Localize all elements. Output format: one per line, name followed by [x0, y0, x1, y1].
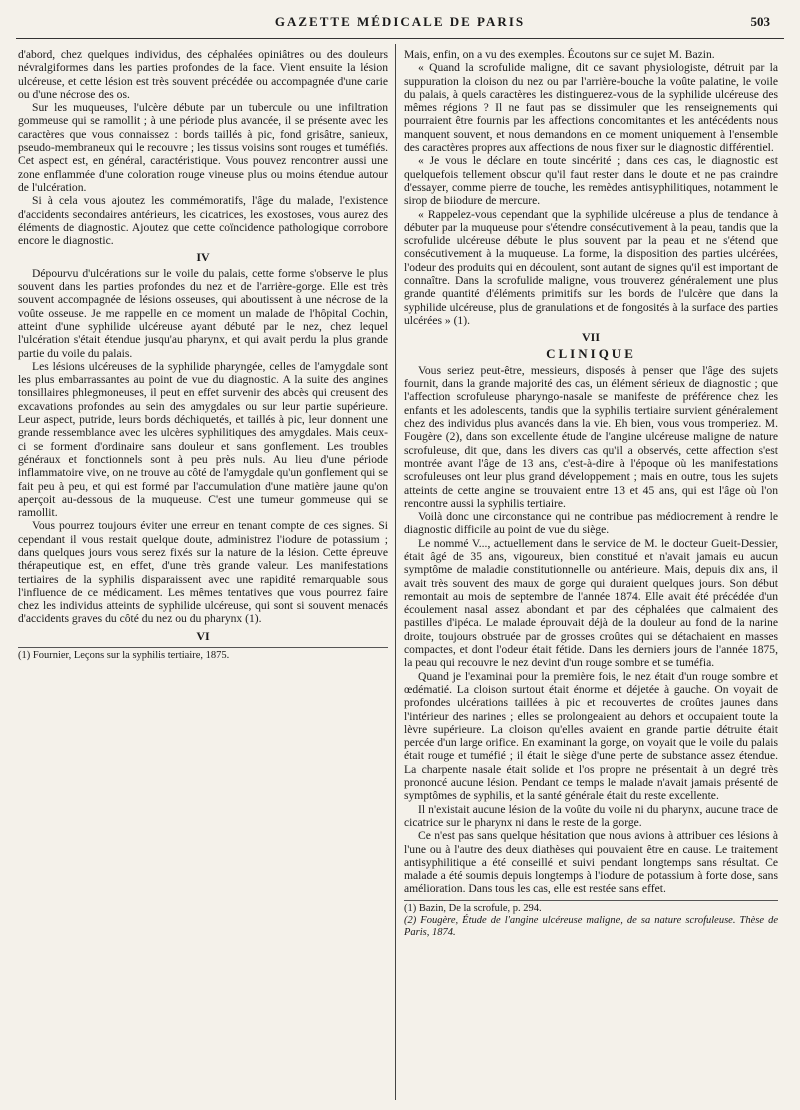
header-rule: [16, 38, 784, 39]
journal-title: GAZETTE MÉDICALE DE PARIS: [274, 14, 526, 29]
paragraph: « Quand la scrofulide maligne, dit ce savant physiologiste, détruit par la suppuration la cloison du nez ou par l'arrière-bouche la voûte palatine, le voile du palais, à quels caractères les distinguerez-vous de la syphilide ulcéreuse des mêmes régions ? Il ne faut pas se dissimuler que les renseignements qui pourraient être fournis par les affections concomitantes et les antécédents nous manquent souvent, et nous demandons en ce moment uniquement à l'ensemble des caractères propres aux affections de nous fixer sur le diagnostic différentiel.: [404, 61, 778, 155]
paragraph: Vous pourrez toujours éviter une erreur en tenant compte de ces signes. Si cependant il vous restait quelque doute, administrez l'iodure de potassium ; dans quelques jours vous serez fixés sur la nature de la lésion. Cette épreuve thérapeutique est, en effet, d'une très grande valeur. Les manifestations tertiaires de la syphilis disparaissent avec une rapidité remarquable sous l'influence de ce médicament. Les mêmes tentatives que vous pourrez faire chez les individus atteints de syphilide ulcéreuse, qui sont si souvent menacés d'accidents graves du côté du nez ou du pharynx (1).: [18, 519, 388, 626]
paragraph: Il n'existait aucune lésion de la voûte du voile ni du pharynx, aucune trace de cicatrice sur le pharynx ni dans le reste de la gorge.: [404, 802, 778, 829]
paragraph: Mais, enfin, on a vu des exemples. Écoutons sur ce sujet M. Bazin.: [404, 48, 715, 61]
footnote: (1) Fournier, Leçons sur la syphilis tertiaire, 1875.: [18, 650, 230, 662]
footnote: (2) Fougère, Étude de l'angine ulcéreuse maligne, de sa nature scrofuleuse. Thèse de Paris, 1874.: [404, 914, 778, 938]
section-heading-iv: IV: [196, 250, 210, 265]
paragraph: d'abord, chez quelques individus, des céphalées opiniâtres ou des douleurs névralgiformes dans les parties profondes de la face. Vient ensuite la lésion ulcéreuse, et cette lésion est très souvent précédée ou accompagnée d'une carie ou d'une nécrose des os.: [18, 48, 388, 101]
paragraph: Quand je l'examinai pour la première fois, le nez était d'un rouge sombre et œdématié. La cloison surtout était énorme et déjetée à gauche. On voyait de profondes ulcérations taillées à pic et recouvertes de croûtes jaunes dans l'intérieur des narines ; elles se prolongeaient au dehors et occupaient toute la lèvre supérieure. La cloison qu'elles avaient en grande partie détruite était percée d'un large orifice. En examinant la gorge, on voyait que le voile du palais était rouge et tuméfié ; il était le siège d'une perte de substance assez étendue. La charpente nasale était solide et l'os propre ne présentait à un degré très prononcé aucune lésion. Pendant ce temps le malade n'avait jamais présenté de symptômes de syphilis, et la santé générale était du reste excellente.: [404, 669, 778, 803]
section-heading-vii: VII: [581, 330, 600, 345]
paragraph: « Rappelez-vous cependant que la syphilide ulcéreuse a plus de tendance à débuter par la muqueuse pour s'étendre consécutivement à la peau, tandis que la scrofulide ulcéreuse débute le plus souvent par la peau et ne s'étend que consécutivement à la muqueuse. La forme, la disposition des parties ulcérées, l'odeur des produits qui en découlent, sont autant de signes qu'il est important de connaître. Dans la scrofulide maligne, vous trouverez généralement une plus grande quantité d'éléments primitifs sur les bords de l'ulcère que dans la syphilide ulcéreuse, plus de granulations et de fongosités à la surface des parties ulcérées » (1).: [404, 207, 778, 327]
paragraph: « Je vous le déclare en toute sincérité ; dans ces cas, le diagnostic est quelquefois tellement obscur qu'il faut rester dans le doute et ne pas craindre d'essayer, comme pierre de touche, les remèdes antisyphilitiques, notamment le sirop de biiodure de mercure.: [404, 154, 778, 208]
column-divider: [395, 44, 396, 1100]
right-column: [404, 48, 778, 1098]
paragraph: Le nommé V..., actuellement dans le service de M. le docteur Gueit-Dessier, était âgé de 35 ans, vigoureux, bien constitué et n'avait jamais eu aucun symptôme de maladie constitutionnelle ou antérieure. Mais, depuis dix ans, il avait très souvent des maux de gorge qui duraient quelques jours. Son début remontait au mois de septembre de l'année 1874. Elle avait été précédée d'un écoulement nasal assez abondant et par des céphalées que calmaient des pastilles d'ipéca. Le malade éprouvait déjà de la douleur au fond de la narine droite, toujours obstruée par de grosses croûtes qui se détachaient en masses compactes, et dont l'odeur était fétide. Dans les derniers jours de l'année 1875, la peau qui recouvre le nez devint d'un rouge sombre et se tuméfia.: [404, 536, 778, 670]
page-header: [0, 14, 800, 36]
paragraph: Ce n'est pas sans quelque hésitation que nous avions à attribuer ces lésions à l'une ou à l'autre des deux diathèses qui pouvaient être en cause. Le traitement antisyphilitique a été conseillé et suivi pendant longtemps sans résultat. Ce malade a été soumis depuis longtemps à l'iodure de potassium à forte dose, sans amélioration. Dans tous les cas, elle est restée sans effet.: [404, 829, 778, 896]
left-footnotes: [18, 647, 388, 662]
paragraph: Voilà donc une circonstance qui ne contribue pas médiocrement à rendre le diagnostic difficile au point de vue du siège.: [404, 510, 778, 537]
section-heading-vi: VI: [196, 628, 210, 643]
page-number: 503: [750, 14, 770, 29]
paragraph: Si à cela vous ajoutez les commémoratifs, l'âge du malade, l'existence d'accidents secondaires antérieurs, les cicatrices, les exostoses, vous aurez des éléments de diagnostic. Ajoutez que cette coïncidence pathologique corrobore encore le diagnostic.: [18, 194, 388, 248]
paragraph: Les lésions ulcéreuses de la syphilide pharyngée, celles de l'amygdale sont les plus embarrassantes au point de vue du diagnostic. A la suite des angines tonsillaires phlegmoneuses, il peut en effet survenir des abcès qui creusent des excavations profondes au sein des amygdales ou sur leur partie supérieure. Leur aspect, putride, leurs bords déchiquetés, et taillés à pic, leur donnent une grande ressemblance avec les ulcères syphilitiques des amygdales. Mais ceux-ci se forment d'ordinaire sans douleur et sans gonflement. Les troubles généraux et fonctionnels sont à peu près nuls. Au lieu d'une période inflammatoire vive, on ne trouve au côté de l'amygdale qu'un gonflement qui se fait peu à peu, et qui est formé par l'accumulation d'une matière jaune qu'on aperçoit au-dessous de la muqueuse. C'est une tumeur gommeuse qui se ramollit.: [18, 359, 388, 520]
paragraph: Sur les muqueuses, l'ulcère débute par un tubercule ou une infiltration gommeuse qui se ramollit ; à une période plus avancée, il se présente avec les caractères que vous connaissez : bords taillés à pic, fond grisâtre, sanieux, pseudo-membraneux qui le recouvre ; les tissus voisins sont rouges et tuméfiés. Cet aspect est, en général, caractéristique. Vous pouvez rencontrer aussi une zone enflammée d'une coloration rouge vineuse plus ou moins étendue autour de l'ulcération.: [18, 101, 388, 194]
paragraph: Vous seriez peut-être, messieurs, disposés à penser que l'âge des sujets fournit, dans la grande majorité des cas, un élément sérieux de diagnostic ; que l'affection scrofuleuse pharyngo-nasale se manifeste de préférence chez les enfants et les adolescents, tandis que la syphilis tertiaire survient généralement chez des individus plus avancés dans la vie. Eh bien, vous vous tromperiez. M. Fougère (2), dans son excellente étude de l'angine ulcéreuse maligne de nature scrofuleuse, dit que, dans les divers cas qu'il a observés, cette affection s'est montrée avant l'âge de 13 ans, c'est-à-dire à l'époque où les manifestations scrofuleuses ont leur plus grand développement ; mais en outre, tous les sujets atteints de cette angine se trouvaient entre 13 et 45 ans, qui est l'âge où l'on rencontre aussi la syphilis tertiaire.: [404, 363, 778, 510]
left-column: [18, 48, 388, 1098]
right-footnotes: [404, 900, 778, 939]
footnote: (1) Bazin, De la scrofule, p. 294.: [404, 902, 542, 914]
section-subheading-clinique: CLINIQUE: [546, 345, 636, 361]
paragraph: Dépourvu d'ulcérations sur le voile du palais, cette forme s'observe le plus souvent dans les parties profondes du nez et de l'arrière-gorge. Elle est très souvent accompagnée de lésions osseuses, qui aboutissent à une nécrose de la voûte osseuse. Je me rappelle en ce moment un malade de l'hôpital Cochin, atteint d'une syphilide ulcéreuse ayant débuté par le nez, chez lequel l'ulcération s'était étendue jusqu'au pharynx, et qui avait perdu la plus grande partie du voile du palais.: [18, 266, 388, 360]
